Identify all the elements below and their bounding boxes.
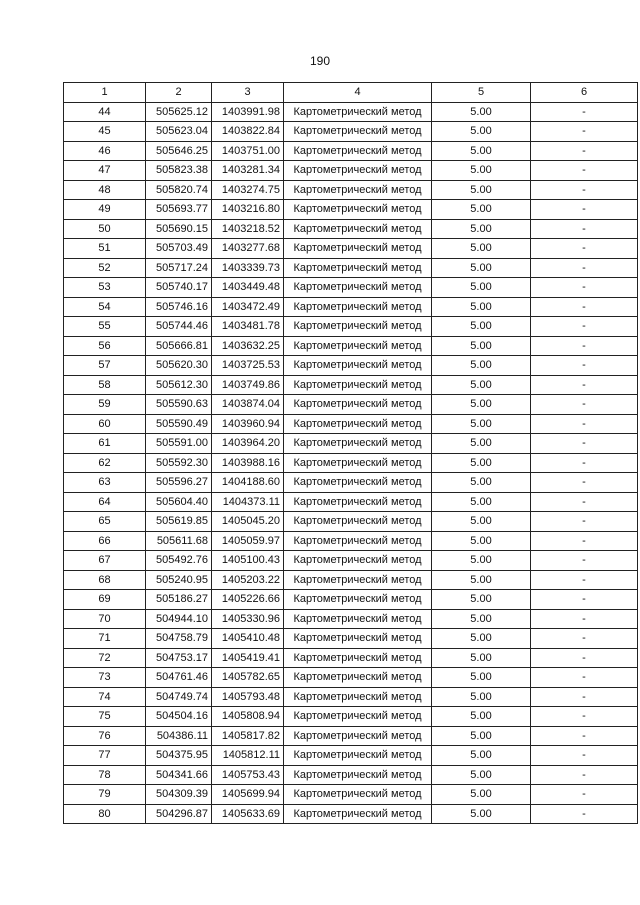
note-cell: - <box>531 317 638 337</box>
y-coordinate-cell: 1405100.43 <box>212 551 284 571</box>
precision-cell: 5.00 <box>432 317 531 337</box>
method-cell: Картометрический метод <box>284 375 432 395</box>
x-coordinate-cell: 505666.81 <box>146 336 212 356</box>
x-coordinate-cell: 504386.11 <box>146 726 212 746</box>
x-coordinate-cell: 505619.85 <box>146 512 212 532</box>
point-number-cell: 48 <box>64 180 146 200</box>
x-coordinate-cell: 505611.68 <box>146 531 212 551</box>
table-row <box>64 239 638 259</box>
x-coordinate-cell: 504753.17 <box>146 648 212 668</box>
y-coordinate-cell: 1405793.48 <box>212 687 284 707</box>
y-coordinate-cell: 1405045.20 <box>212 512 284 532</box>
point-number-cell: 79 <box>64 785 146 805</box>
y-coordinate-cell: 1405808.94 <box>212 707 284 727</box>
note-cell: - <box>531 356 638 376</box>
x-coordinate-cell: 505620.30 <box>146 356 212 376</box>
x-coordinate-cell: 504749.74 <box>146 687 212 707</box>
x-coordinate-cell: 505703.49 <box>146 239 212 259</box>
note-cell: - <box>531 512 638 532</box>
precision-cell: 5.00 <box>432 531 531 551</box>
x-coordinate-cell: 505591.00 <box>146 434 212 454</box>
point-number-cell: 60 <box>64 414 146 434</box>
table-row <box>64 278 638 298</box>
x-coordinate-cell: 505717.24 <box>146 258 212 278</box>
table-row <box>64 473 638 493</box>
y-coordinate-cell: 1404188.60 <box>212 473 284 493</box>
method-cell: Картометрический метод <box>284 219 432 239</box>
y-coordinate-cell: 1405812.11 <box>212 746 284 766</box>
y-coordinate-cell: 1403481.78 <box>212 317 284 337</box>
x-coordinate-cell: 505690.15 <box>146 219 212 239</box>
x-coordinate-cell: 505625.12 <box>146 102 212 122</box>
precision-cell: 5.00 <box>432 239 531 259</box>
y-coordinate-cell: 1403751.00 <box>212 141 284 161</box>
y-coordinate-cell: 1405633.69 <box>212 804 284 824</box>
point-number-cell: 69 <box>64 590 146 610</box>
table-row <box>64 765 638 785</box>
precision-cell: 5.00 <box>432 297 531 317</box>
note-cell: - <box>531 200 638 220</box>
note-cell: - <box>531 707 638 727</box>
table-row <box>64 629 638 649</box>
precision-cell: 5.00 <box>432 746 531 766</box>
table-row <box>64 746 638 766</box>
page-number: 190 <box>309 54 331 68</box>
method-cell: Картометрический метод <box>284 765 432 785</box>
y-coordinate-cell: 1404373.11 <box>212 492 284 512</box>
y-coordinate-cell: 1405203.22 <box>212 570 284 590</box>
table-row <box>64 590 638 610</box>
point-number-cell: 68 <box>64 570 146 590</box>
y-coordinate-cell: 1405330.96 <box>212 609 284 629</box>
y-coordinate-cell: 1403725.53 <box>212 356 284 376</box>
table-row <box>64 180 638 200</box>
precision-cell: 5.00 <box>432 473 531 493</box>
point-number-cell: 45 <box>64 122 146 142</box>
method-cell: Картометрический метод <box>284 414 432 434</box>
table-row <box>64 122 638 142</box>
precision-cell: 5.00 <box>432 707 531 727</box>
y-coordinate-cell: 1403960.94 <box>212 414 284 434</box>
method-cell: Картометрический метод <box>284 551 432 571</box>
y-coordinate-cell: 1403277.68 <box>212 239 284 259</box>
method-cell: Картометрический метод <box>284 356 432 376</box>
point-number-cell: 73 <box>64 668 146 688</box>
table-row <box>64 258 638 278</box>
precision-cell: 5.00 <box>432 551 531 571</box>
precision-cell: 5.00 <box>432 804 531 824</box>
table-row <box>64 395 638 415</box>
column-header-2: 2 <box>146 83 212 103</box>
precision-cell: 5.00 <box>432 668 531 688</box>
x-coordinate-cell: 505240.95 <box>146 570 212 590</box>
method-cell: Картометрический метод <box>284 629 432 649</box>
y-coordinate-cell: 1403749.86 <box>212 375 284 395</box>
point-number-cell: 53 <box>64 278 146 298</box>
method-cell: Картометрический метод <box>284 317 432 337</box>
table-row <box>64 668 638 688</box>
note-cell: - <box>531 180 638 200</box>
y-coordinate-cell: 1403216.80 <box>212 200 284 220</box>
precision-cell: 5.00 <box>432 395 531 415</box>
y-coordinate-cell: 1403632.25 <box>212 336 284 356</box>
note-cell: - <box>531 804 638 824</box>
method-cell: Картометрический метод <box>284 609 432 629</box>
x-coordinate-cell: 505820.74 <box>146 180 212 200</box>
point-number-cell: 44 <box>64 102 146 122</box>
x-coordinate-cell: 505492.76 <box>146 551 212 571</box>
y-coordinate-cell: 1403339.73 <box>212 258 284 278</box>
method-cell: Картометрический метод <box>284 726 432 746</box>
x-coordinate-cell: 505612.30 <box>146 375 212 395</box>
y-coordinate-cell: 1405817.82 <box>212 726 284 746</box>
y-coordinate-cell: 1405753.43 <box>212 765 284 785</box>
point-number-cell: 80 <box>64 804 146 824</box>
method-cell: Картометрический метод <box>284 141 432 161</box>
table-header <box>64 83 638 103</box>
point-number-cell: 51 <box>64 239 146 259</box>
precision-cell: 5.00 <box>432 629 531 649</box>
table-row <box>64 297 638 317</box>
table-row <box>64 375 638 395</box>
precision-cell: 5.00 <box>432 219 531 239</box>
point-number-cell: 66 <box>64 531 146 551</box>
method-cell: Картометрический метод <box>284 785 432 805</box>
note-cell: - <box>531 102 638 122</box>
precision-cell: 5.00 <box>432 180 531 200</box>
x-coordinate-cell: 505623.04 <box>146 122 212 142</box>
table-row <box>64 531 638 551</box>
table-row <box>64 551 638 571</box>
point-number-cell: 57 <box>64 356 146 376</box>
table-row <box>64 512 638 532</box>
x-coordinate-cell: 505590.49 <box>146 414 212 434</box>
table-row <box>64 200 638 220</box>
method-cell: Картометрический метод <box>284 239 432 259</box>
method-cell: Картометрический метод <box>284 804 432 824</box>
x-coordinate-cell: 505740.17 <box>146 278 212 298</box>
column-header-4: 4 <box>284 83 432 103</box>
precision-cell: 5.00 <box>432 102 531 122</box>
point-number-cell: 67 <box>64 551 146 571</box>
precision-cell: 5.00 <box>432 278 531 298</box>
y-coordinate-cell: 1403874.04 <box>212 395 284 415</box>
y-coordinate-cell: 1403281.34 <box>212 161 284 181</box>
note-cell: - <box>531 765 638 785</box>
x-coordinate-cell: 504375.95 <box>146 746 212 766</box>
note-cell: - <box>531 122 638 142</box>
note-cell: - <box>531 648 638 668</box>
method-cell: Картометрический метод <box>284 180 432 200</box>
note-cell: - <box>531 492 638 512</box>
point-number-cell: 75 <box>64 707 146 727</box>
point-number-cell: 49 <box>64 200 146 220</box>
method-cell: Картометрический метод <box>284 473 432 493</box>
note-cell: - <box>531 414 638 434</box>
note-cell: - <box>531 590 638 610</box>
table-row <box>64 648 638 668</box>
method-cell: Картометрический метод <box>284 707 432 727</box>
precision-cell: 5.00 <box>432 765 531 785</box>
column-header-5: 5 <box>432 83 531 103</box>
method-cell: Картометрический метод <box>284 668 432 688</box>
x-coordinate-cell: 505693.77 <box>146 200 212 220</box>
x-coordinate-cell: 505590.63 <box>146 395 212 415</box>
method-cell: Картометрический метод <box>284 590 432 610</box>
point-number-cell: 59 <box>64 395 146 415</box>
x-coordinate-cell: 504944.10 <box>146 609 212 629</box>
table-row <box>64 102 638 122</box>
y-coordinate-cell: 1405419.41 <box>212 648 284 668</box>
method-cell: Картометрический метод <box>284 102 432 122</box>
method-cell: Картометрический метод <box>284 531 432 551</box>
x-coordinate-cell: 504758.79 <box>146 629 212 649</box>
note-cell: - <box>531 551 638 571</box>
y-coordinate-cell: 1403449.48 <box>212 278 284 298</box>
y-coordinate-cell: 1403988.16 <box>212 453 284 473</box>
point-number-cell: 58 <box>64 375 146 395</box>
method-cell: Картометрический метод <box>284 336 432 356</box>
table-row <box>64 317 638 337</box>
note-cell: - <box>531 726 638 746</box>
precision-cell: 5.00 <box>432 414 531 434</box>
method-cell: Картометрический метод <box>284 453 432 473</box>
precision-cell: 5.00 <box>432 492 531 512</box>
note-cell: - <box>531 531 638 551</box>
note-cell: - <box>531 687 638 707</box>
x-coordinate-cell: 504296.87 <box>146 804 212 824</box>
precision-cell: 5.00 <box>432 434 531 454</box>
method-cell: Картометрический метод <box>284 395 432 415</box>
method-cell: Картометрический метод <box>284 492 432 512</box>
note-cell: - <box>531 161 638 181</box>
x-coordinate-cell: 505744.46 <box>146 317 212 337</box>
point-number-cell: 70 <box>64 609 146 629</box>
y-coordinate-cell: 1403964.20 <box>212 434 284 454</box>
method-cell: Картометрический метод <box>284 687 432 707</box>
point-number-cell: 71 <box>64 629 146 649</box>
note-cell: - <box>531 258 638 278</box>
x-coordinate-cell: 505596.27 <box>146 473 212 493</box>
method-cell: Картометрический метод <box>284 258 432 278</box>
point-number-cell: 74 <box>64 687 146 707</box>
method-cell: Картометрический метод <box>284 161 432 181</box>
note-cell: - <box>531 278 638 298</box>
note-cell: - <box>531 239 638 259</box>
x-coordinate-cell: 505186.27 <box>146 590 212 610</box>
x-coordinate-cell: 505823.38 <box>146 161 212 181</box>
point-number-cell: 62 <box>64 453 146 473</box>
precision-cell: 5.00 <box>432 258 531 278</box>
method-cell: Картометрический метод <box>284 122 432 142</box>
x-coordinate-cell: 505646.25 <box>146 141 212 161</box>
point-number-cell: 72 <box>64 648 146 668</box>
point-number-cell: 78 <box>64 765 146 785</box>
x-coordinate-cell: 504761.46 <box>146 668 212 688</box>
table-row <box>64 161 638 181</box>
point-number-cell: 56 <box>64 336 146 356</box>
precision-cell: 5.00 <box>432 648 531 668</box>
precision-cell: 5.00 <box>432 590 531 610</box>
precision-cell: 5.00 <box>432 726 531 746</box>
note-cell: - <box>531 629 638 649</box>
y-coordinate-cell: 1403274.75 <box>212 180 284 200</box>
point-number-cell: 52 <box>64 258 146 278</box>
y-coordinate-cell: 1405059.97 <box>212 531 284 551</box>
y-coordinate-cell: 1403472.49 <box>212 297 284 317</box>
table-row <box>64 219 638 239</box>
note-cell: - <box>531 746 638 766</box>
point-number-cell: 63 <box>64 473 146 493</box>
table-row <box>64 141 638 161</box>
y-coordinate-cell: 1403991.98 <box>212 102 284 122</box>
table-row <box>64 492 638 512</box>
method-cell: Картометрический метод <box>284 434 432 454</box>
precision-cell: 5.00 <box>432 200 531 220</box>
method-cell: Картометрический метод <box>284 570 432 590</box>
method-cell: Картометрический метод <box>284 512 432 532</box>
precision-cell: 5.00 <box>432 356 531 376</box>
note-cell: - <box>531 609 638 629</box>
precision-cell: 5.00 <box>432 512 531 532</box>
method-cell: Картометрический метод <box>284 746 432 766</box>
x-coordinate-cell: 505604.40 <box>146 492 212 512</box>
table-row <box>64 336 638 356</box>
note-cell: - <box>531 668 638 688</box>
method-cell: Картометрический метод <box>284 200 432 220</box>
precision-cell: 5.00 <box>432 375 531 395</box>
precision-cell: 5.00 <box>432 570 531 590</box>
precision-cell: 5.00 <box>432 122 531 142</box>
column-header-6: 6 <box>531 83 638 103</box>
point-number-cell: 50 <box>64 219 146 239</box>
point-number-cell: 65 <box>64 512 146 532</box>
precision-cell: 5.00 <box>432 609 531 629</box>
point-number-cell: 76 <box>64 726 146 746</box>
x-coordinate-cell: 504309.39 <box>146 785 212 805</box>
y-coordinate-cell: 1403822.84 <box>212 122 284 142</box>
method-cell: Картометрический метод <box>284 648 432 668</box>
table-row <box>64 726 638 746</box>
x-coordinate-cell: 504504.16 <box>146 707 212 727</box>
note-cell: - <box>531 297 638 317</box>
table-row <box>64 785 638 805</box>
coordinates-table <box>63 82 638 824</box>
note-cell: - <box>531 785 638 805</box>
table-row <box>64 434 638 454</box>
table-row <box>64 707 638 727</box>
precision-cell: 5.00 <box>432 161 531 181</box>
note-cell: - <box>531 434 638 454</box>
method-cell: Картометрический метод <box>284 297 432 317</box>
table-row <box>64 687 638 707</box>
point-number-cell: 64 <box>64 492 146 512</box>
y-coordinate-cell: 1405226.66 <box>212 590 284 610</box>
table-row <box>64 356 638 376</box>
column-header-3: 3 <box>212 83 284 103</box>
note-cell: - <box>531 336 638 356</box>
table-row <box>64 570 638 590</box>
note-cell: - <box>531 141 638 161</box>
method-cell: Картометрический метод <box>284 278 432 298</box>
point-number-cell: 54 <box>64 297 146 317</box>
precision-cell: 5.00 <box>432 785 531 805</box>
point-number-cell: 46 <box>64 141 146 161</box>
y-coordinate-cell: 1403218.52 <box>212 219 284 239</box>
note-cell: - <box>531 395 638 415</box>
table-row <box>64 804 638 824</box>
table-row <box>64 609 638 629</box>
x-coordinate-cell: 505746.16 <box>146 297 212 317</box>
point-number-cell: 55 <box>64 317 146 337</box>
precision-cell: 5.00 <box>432 453 531 473</box>
note-cell: - <box>531 375 638 395</box>
point-number-cell: 47 <box>64 161 146 181</box>
precision-cell: 5.00 <box>432 687 531 707</box>
point-number-cell: 61 <box>64 434 146 454</box>
note-cell: - <box>531 570 638 590</box>
x-coordinate-cell: 505592.30 <box>146 453 212 473</box>
y-coordinate-cell: 1405782.65 <box>212 668 284 688</box>
x-coordinate-cell: 504341.66 <box>146 765 212 785</box>
note-cell: - <box>531 219 638 239</box>
table-body <box>64 102 638 824</box>
y-coordinate-cell: 1405410.48 <box>212 629 284 649</box>
table-row <box>64 453 638 473</box>
header-row <box>64 83 638 103</box>
table-row <box>64 414 638 434</box>
precision-cell: 5.00 <box>432 141 531 161</box>
y-coordinate-cell: 1405699.94 <box>212 785 284 805</box>
point-number-cell: 77 <box>64 746 146 766</box>
note-cell: - <box>531 473 638 493</box>
precision-cell: 5.00 <box>432 336 531 356</box>
note-cell: - <box>531 453 638 473</box>
column-header-1: 1 <box>64 83 146 103</box>
